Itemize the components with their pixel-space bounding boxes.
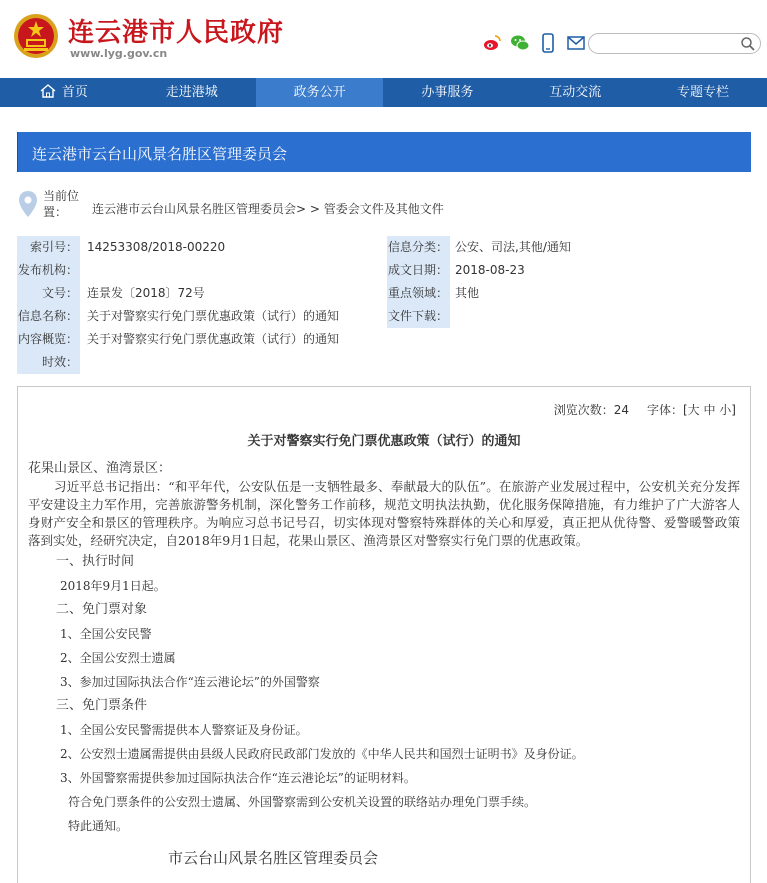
list-item: 1、全国公安民警: [60, 627, 152, 641]
list-item: 1、全国公安民警需提供本人警察证及身份证。: [60, 723, 308, 737]
name-value: 关于对警察实行免门票优惠政策（试行）的通知: [87, 309, 340, 323]
nav-services[interactable]: 办事服务: [421, 85, 474, 100]
closing-note: 特此通知。: [68, 819, 129, 833]
weibo-icon[interactable]: [482, 33, 502, 53]
info-row: [17, 282, 751, 305]
section-heading: 二、免门票对象: [56, 602, 148, 617]
publisher-label: 发布机构：: [17, 259, 80, 282]
fontsize-label: 字体：: [646, 403, 683, 417]
breadcrumb: [17, 186, 751, 226]
fontsize-switcher[interactable]: [大 中 小]: [683, 403, 736, 417]
section-title: 连云港市云台山风景名胜区管理委员会: [32, 145, 288, 163]
nav-topics[interactable]: 专题专栏: [677, 85, 730, 100]
nav-gov-affairs[interactable]: 政务公开: [256, 78, 384, 107]
wechat-icon[interactable]: [510, 33, 530, 53]
article-title: 关于对警察实行免门票优惠政策（试行）的通知: [247, 434, 521, 449]
info-table: [17, 236, 751, 374]
summary-valid-label: [17, 328, 80, 374]
section-heading: 三、免门票条件: [56, 698, 148, 713]
date-value: 2018-08-23: [455, 263, 525, 277]
category-value: 公安、司法,其他/通知: [455, 240, 571, 254]
list-item: 3、参加过国际执法合作“连云港论坛”的外国警察: [60, 675, 320, 689]
nav-city[interactable]: 走进港城: [165, 85, 218, 100]
nav-home[interactable]: [0, 78, 128, 107]
article-body: [28, 460, 740, 838]
view-count: 浏览次数：24: [553, 403, 629, 417]
index-label: 索引号：: [17, 236, 80, 259]
info-row: [17, 328, 751, 374]
search-input[interactable]: [595, 36, 735, 51]
field-label: 重点领域：: [387, 282, 450, 305]
section-heading: 一、执行时间: [56, 554, 135, 569]
nav-interaction[interactable]: 互动交流: [549, 85, 602, 100]
nav-home-label: 首页: [61, 85, 88, 100]
intro-paragraph: 习近平总书记指出：“和平年代，公安队伍是一支牺牲最多、奉献最大的队伍”。在旅游产业发展过程中，公安机关充分发挥平安建设主力军作用，完善旅游警务机制，深化警务工作前移，规范文明执法执勤，优化服务保障措施，有力维护了广大游客人身财产安全和景区的管理秩序。为响应习总书记号召，切实体现对警察特殊群体的关心和厚爱，真正把从优待警、爱警暖警政策落到实处，经研究决定，自2018年9月1日起，花果山景区、渔湾景区对警察实行免门票的优惠政策。: [28, 479, 740, 548]
site-header: [0, 0, 767, 78]
docno-label: 文号：: [17, 282, 80, 305]
name-label: 信息名称：: [17, 305, 80, 328]
list-item: 2、全国公安烈士遗属: [60, 651, 176, 665]
category-label: 信息分类：: [387, 236, 450, 259]
closing-note: 符合免门票条件的公安烈士遗属、外国警察需到公安机关设置的联络站办理免门票手续。: [68, 795, 537, 809]
main-nav: [0, 78, 767, 107]
field-value: 其他: [455, 286, 480, 300]
summary-label: 内容概览：: [17, 332, 78, 346]
home-icon: [40, 84, 56, 98]
breadcrumb-path[interactable]: 连云港市云台山风景名胜区管理委员会> > 管委会文件及其他文件: [92, 202, 444, 216]
greeting: 花果山景区、渔湾景区：: [28, 461, 172, 476]
search-box: [588, 33, 761, 54]
search-icon[interactable]: [740, 36, 756, 52]
header-tools: [482, 32, 586, 54]
date-label: 成文日期：: [387, 259, 450, 282]
info-row: [17, 259, 751, 282]
info-row: [17, 236, 751, 259]
info-row: [17, 305, 751, 328]
valid-label: 时效：: [41, 355, 78, 369]
mobile-icon[interactable]: [538, 33, 558, 53]
list-item: 3、外国警察需提供参加过国际执法合作“连云港论坛”的证明材料。: [60, 771, 416, 785]
signature: 市云台山风景名胜区管理委员会: [168, 849, 379, 867]
site-url: www.lyg.gov.cn: [70, 47, 168, 60]
mail-icon[interactable]: [566, 33, 586, 53]
index-value: 14253308/2018-00220: [87, 240, 226, 254]
section-banner: [17, 132, 751, 172]
list-item: 2、公安烈士遗属需提供由县级人民政府民政部门发放的《中华人民共和国烈士证明书》及身份证。: [60, 747, 584, 761]
site-title[interactable]: 连云港市人民政府: [68, 18, 285, 48]
docno-value: 连景发〔2018〕72号: [87, 286, 205, 300]
article-meta: [554, 401, 736, 418]
national-emblem-icon: [12, 12, 60, 60]
summary-value: 关于对警察实行免门票优惠政策（试行）的通知: [87, 332, 340, 346]
list-item: 2018年9月1日起。: [60, 579, 166, 593]
location-label: 当前位置：: [43, 189, 80, 219]
article-box: [17, 386, 751, 883]
download-label: 文件下载：: [387, 305, 450, 328]
location-pin-icon: [17, 190, 39, 218]
